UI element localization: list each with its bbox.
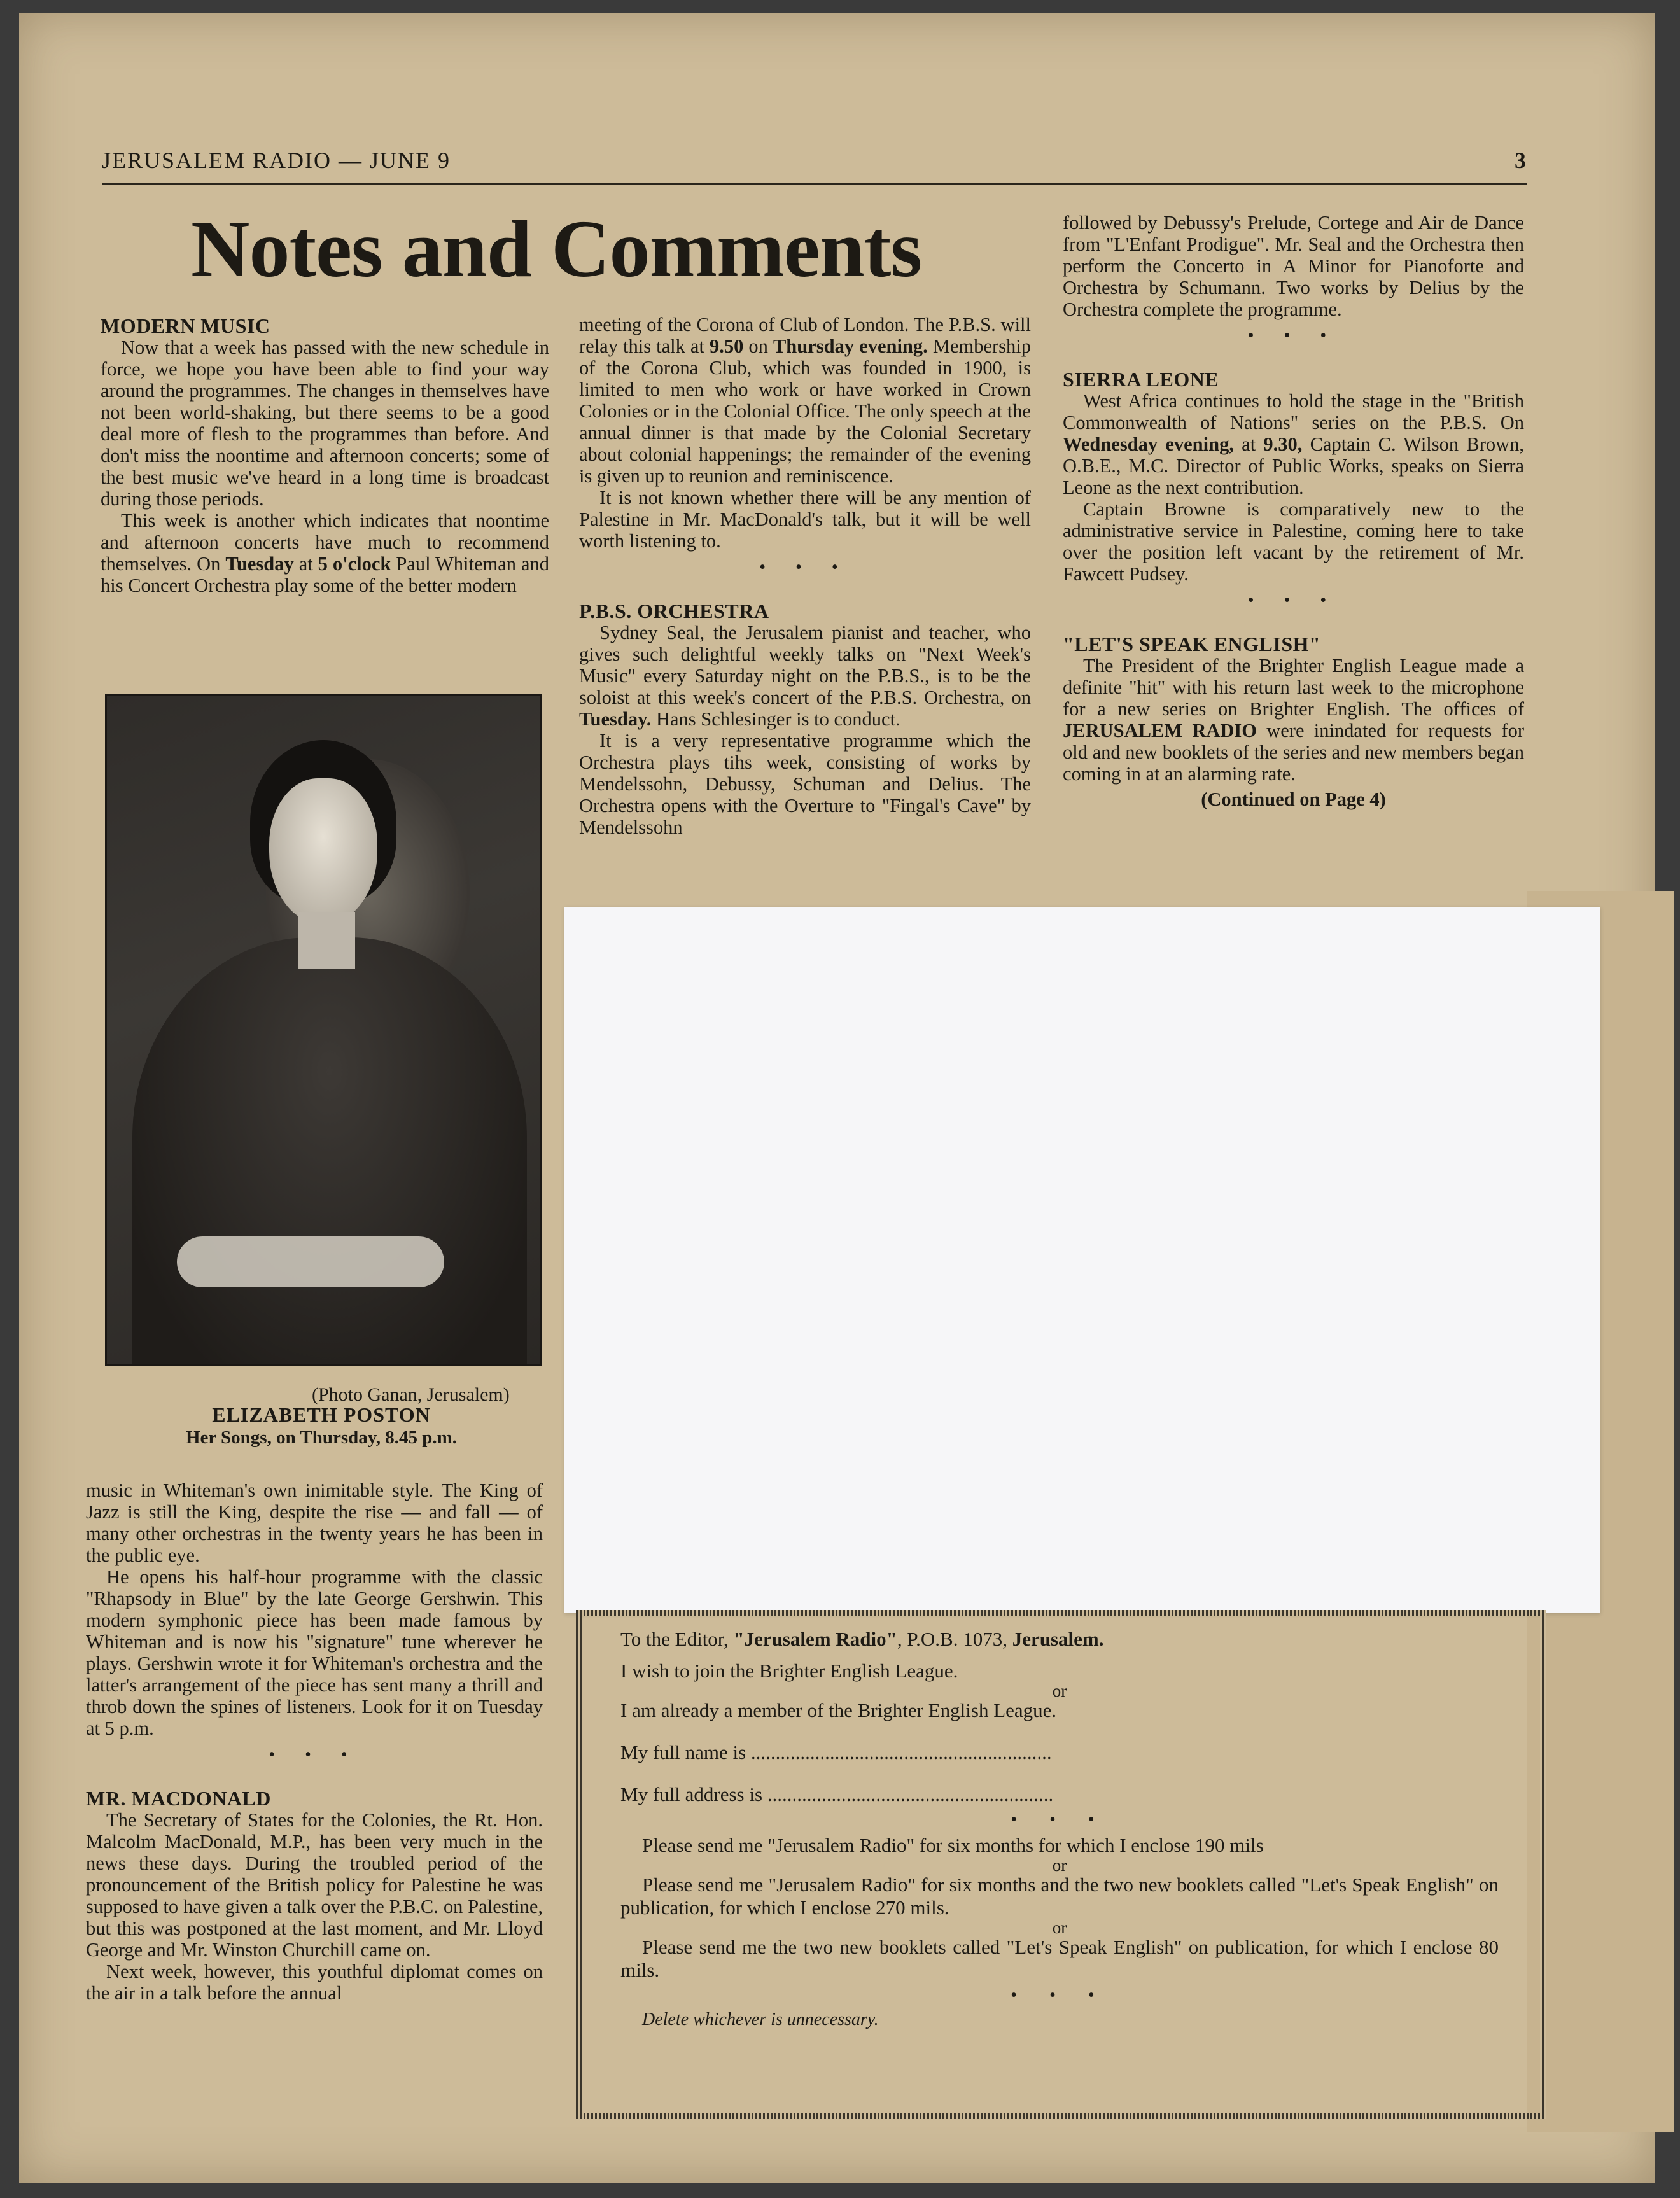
page-number: 3 bbox=[1515, 148, 1527, 173]
coupon-or: or bbox=[1052, 1856, 1067, 1875]
coupon-delete-note: Delete whichever is unnecessary. bbox=[642, 2010, 879, 2029]
heading-sierra-leone: SIERRA LEONE bbox=[1063, 368, 1219, 391]
publication-line: JERUSALEM RADIO — JUNE 9 bbox=[102, 148, 451, 173]
orchestra-paragraph: It is a very representative programme which the Orchestra plays tihs week, consisting of works by Mendelssohn, Debussy, Schuman and Delius. The Orchestra opens with the Overture to "Fingal's Cave" by Mendelssohn bbox=[579, 730, 1031, 838]
heading-macdonald: MR. MACDONALD bbox=[86, 1787, 271, 1810]
heading-orchestra: P.B.S. ORCHESTRA bbox=[579, 599, 769, 622]
orchestra-paragraph: Sydney Seal, the Jerusalem pianist and teacher, who gives such delightful weekly talks on "Next Week's Music" every Saturday night on the P.B.S., is to be the soloist at this week's concert of the P.B.S. Orchestra, on Tuesday. Hans Schlesinger is to conduct. bbox=[579, 622, 1031, 730]
modern-music-paragraph: Now that a week has passed with the new schedule in force, we hope you have been able to find your way around the programmes. The changes in themselves have not been world-shaking, but there seems to be a good deal more of flesh to the programmes than before. And don't miss the noontime and afternoon concerts; some of the best music we've heard in a long time is broadcast during those periods. bbox=[101, 337, 549, 510]
continued-note: (Continued on Page 4) bbox=[1201, 788, 1386, 810]
macdonald-paragraph: Next week, however, this youthful diplomat comes on the air in a talk before the annual bbox=[86, 1961, 543, 2004]
separator-dots: • • • bbox=[1247, 326, 1340, 346]
subscription-coupon bbox=[576, 1610, 1546, 2119]
modern-music-continued: music in Whiteman's own inimitable style. The King of Jazz is still the King, despite the rise — and fall — of many other orchestras in the twenty years he has been in the public eye. bbox=[86, 1480, 543, 1566]
separator-dots: • • • bbox=[1011, 1810, 1109, 1830]
macdonald-continued: meeting of the Corona of Club of London. The P.B.S. will relay this talk at 9.50 on Thursday evening. Membership of the Corona Club, which was founded in 1900, is limited to men who work or have worked in Crown Colonies or in the Colonial Office. The only speech at the annual dinner is that made by the Colonial Secretary about colonial happenings; the remainder of the evening is given up to reunion and reminiscence. bbox=[579, 314, 1031, 487]
separator-dots: • • • bbox=[269, 1745, 360, 1765]
english-paragraph: The President of the Brighter English League made a definite "hit" with his return last week to the microphone for a new series on Brighter English. The offices of JERUSALEM RADIO were inindated for requests for old and new booklets of the series and new members began coming in at an alarming rate. bbox=[1063, 655, 1525, 785]
coupon-option-1: Please send me "Jerusalem Radio" for six months for which I enclose 190 mils bbox=[642, 1834, 1264, 1856]
column-1-bottom bbox=[86, 1480, 543, 2004]
photo-caption-subtitle: Her Songs, on Thursday, 8.45 p.m. bbox=[186, 1427, 457, 1448]
sierra-leone-paragraph: Captain Browne is comparatively new to the administrative service in Palestine, coming here to take over the position left vacant by the retirement of Mr. Fawcett Pudsey. bbox=[1063, 498, 1524, 585]
modern-music-paragraph: He opens his half-hour programme with the classic "Rhapsody in Blue" by the late George Gershwin. This modern symphonic piece has been made famous by Whiteman and is now his "signature" tune wherever he plays. Gershwin wrote it for Whiteman's orchestra and the latter's arrangement of the piece has sent many a thrill and throb down the spines of listeners. Look for it on Tuesday at 5 p.m. bbox=[86, 1566, 543, 1739]
coupon-address-line: My full address is .......................................................... bbox=[620, 1783, 1054, 1805]
separator-dots: • • • bbox=[1011, 1985, 1109, 2005]
column-3 bbox=[1063, 212, 1524, 810]
heading-modern-music: MODERN MUSIC bbox=[101, 314, 270, 337]
page-title: Notes and Comments bbox=[191, 204, 922, 294]
portrait-photo bbox=[105, 694, 542, 1366]
macdonald-paragraph: It is not known whether there will be any mention of Palestine in Mr. MacDonald's talk, but it will be well worth listening to. bbox=[579, 487, 1031, 552]
coupon-option-2: Please send me "Jerusalem Radio" for six months and the two new booklets called "Let's Speak English" on publication, for which I enclose 270 mils. bbox=[620, 1873, 1499, 1919]
coupon-join-option: I wish to join the Brighter English League. bbox=[620, 1660, 958, 1682]
modern-music-paragraph: This week is another which indicates that noontime and afternoon concerts have much to recommend themselves. On Tuesday at 5 o'clock Paul Whiteman and his Concert Orchestra play some of the better modern bbox=[101, 510, 549, 596]
coupon-or: or bbox=[1052, 1681, 1067, 1700]
coupon-name-line: My full name is ............................................................. bbox=[620, 1741, 1052, 1763]
photo-credit: (Photo Ganan, Jerusalem) bbox=[312, 1384, 510, 1405]
sierra-leone-paragraph: West Africa continues to hold the stage in the "British Commonwealth of Nations" series on the P.B.S. On Wednesday evening, at 9.30, Captain C. Wilson Brown, O.B.E., M.C. Director of Public Works, speaks on Sierra Leone as the next contribution. bbox=[1063, 390, 1524, 498]
pasted-white-paper bbox=[564, 907, 1600, 1613]
separator-dots: • • • bbox=[1247, 591, 1340, 610]
heading-lets-speak-english: "LET'S SPEAK ENGLISH" bbox=[1063, 633, 1321, 655]
macdonald-paragraph: The Secretary of States for the Colonies, the Rt. Hon. Malcolm MacDonald, M.P., has been very much in the news these days. During the troubled period of the pronouncement of the British policy for Palestine he was supposed to have given a talk over the P.B.C. on Palestine, but this was postponed at the last moment, and Mr. Lloyd George and Mr. Winston Churchill came on. bbox=[86, 1809, 543, 1961]
orchestra-continued: followed by Debussy's Prelude, Cortege and Air de Dance from "L'Enfant Prodigue". Mr. Seal and the Orchestra then perform the Concerto in A Minor for Pianoforte and Orchestra by Schumann. Two works by Delius by the Orchestra complete the programme. bbox=[1063, 212, 1524, 320]
column-1-top bbox=[101, 315, 549, 596]
page-header bbox=[102, 143, 1527, 185]
coupon-or: or bbox=[1052, 1918, 1067, 1937]
photo-caption-name: ELIZABETH POSTON bbox=[212, 1403, 431, 1426]
column-2 bbox=[579, 314, 1031, 838]
coupon-option-3: Please send me the two new booklets called "Let's Speak English" on publication, for which I enclose 80 mils. bbox=[620, 1936, 1499, 1981]
coupon-address: To the Editor, "Jerusalem Radio", P.O.B. 1073, Jerusalem. bbox=[620, 1628, 1104, 1650]
coupon-member-option: I am already a member of the Brighter English League. bbox=[620, 1699, 1057, 1721]
separator-dots: • • • bbox=[759, 557, 851, 577]
